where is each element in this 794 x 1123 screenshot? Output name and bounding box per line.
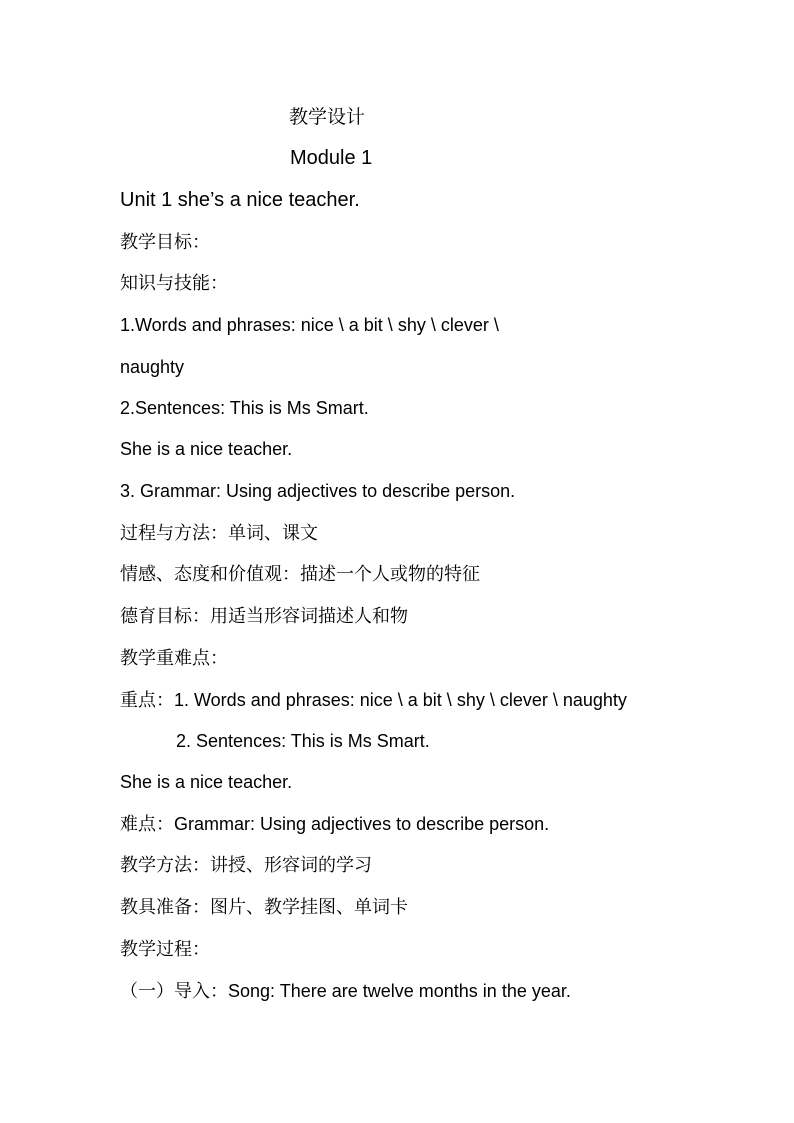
document-title: 教学设计 <box>289 107 366 128</box>
sentences-line: 2.Sentences: This is Ms Smart. <box>120 398 369 418</box>
knowledge-skills-label: 知识与技能： <box>120 273 228 293</box>
teaching-method-line: 教学方法：讲授、形容词的学习 <box>120 855 372 875</box>
unit-heading: Unit 1 she’s a nice teacher. <box>120 189 360 211</box>
words-phrases-continuation: naughty <box>120 357 185 377</box>
key-point-sentences-line: 2. Sentences: This is Ms Smart. <box>176 731 430 751</box>
lead-in-line: （一）导入：Song: There are twelve months in the year. <box>120 981 571 1001</box>
teaching-aids-line: 教具准备：图片、教学挂图、单词卡 <box>120 897 408 917</box>
grammar-line: 3. Grammar: Using adjectives to describe person. <box>120 481 516 501</box>
words-phrases-line: 1.Words and phrases: nice \ a bit \ shy \ clever \ <box>120 315 499 335</box>
process-methods-line: 过程与方法：单词、课文 <box>120 523 318 543</box>
key-point-words-line: 重点：1. Words and phrases: nice \ a bit \ shy \ clever \ naughty <box>120 690 627 710</box>
teaching-process-label: 教学过程： <box>120 939 210 959</box>
moral-objective-line: 德育目标：用适当形容词描述人和物 <box>120 606 408 626</box>
key-difficult-points-label: 教学重难点： <box>120 648 228 668</box>
key-point-sentence-example: She is a nice teacher. <box>120 772 293 792</box>
sentence-example: She is a nice teacher. <box>120 439 293 459</box>
emotion-values-line: 情感、态度和价值观：描述一个人或物的特征 <box>120 564 480 584</box>
difficult-point-line: 难点：Grammar: Using adjectives to describe person. <box>120 814 550 834</box>
teaching-objectives-label: 教学目标： <box>120 232 210 252</box>
module-heading: Module 1 <box>290 147 373 169</box>
